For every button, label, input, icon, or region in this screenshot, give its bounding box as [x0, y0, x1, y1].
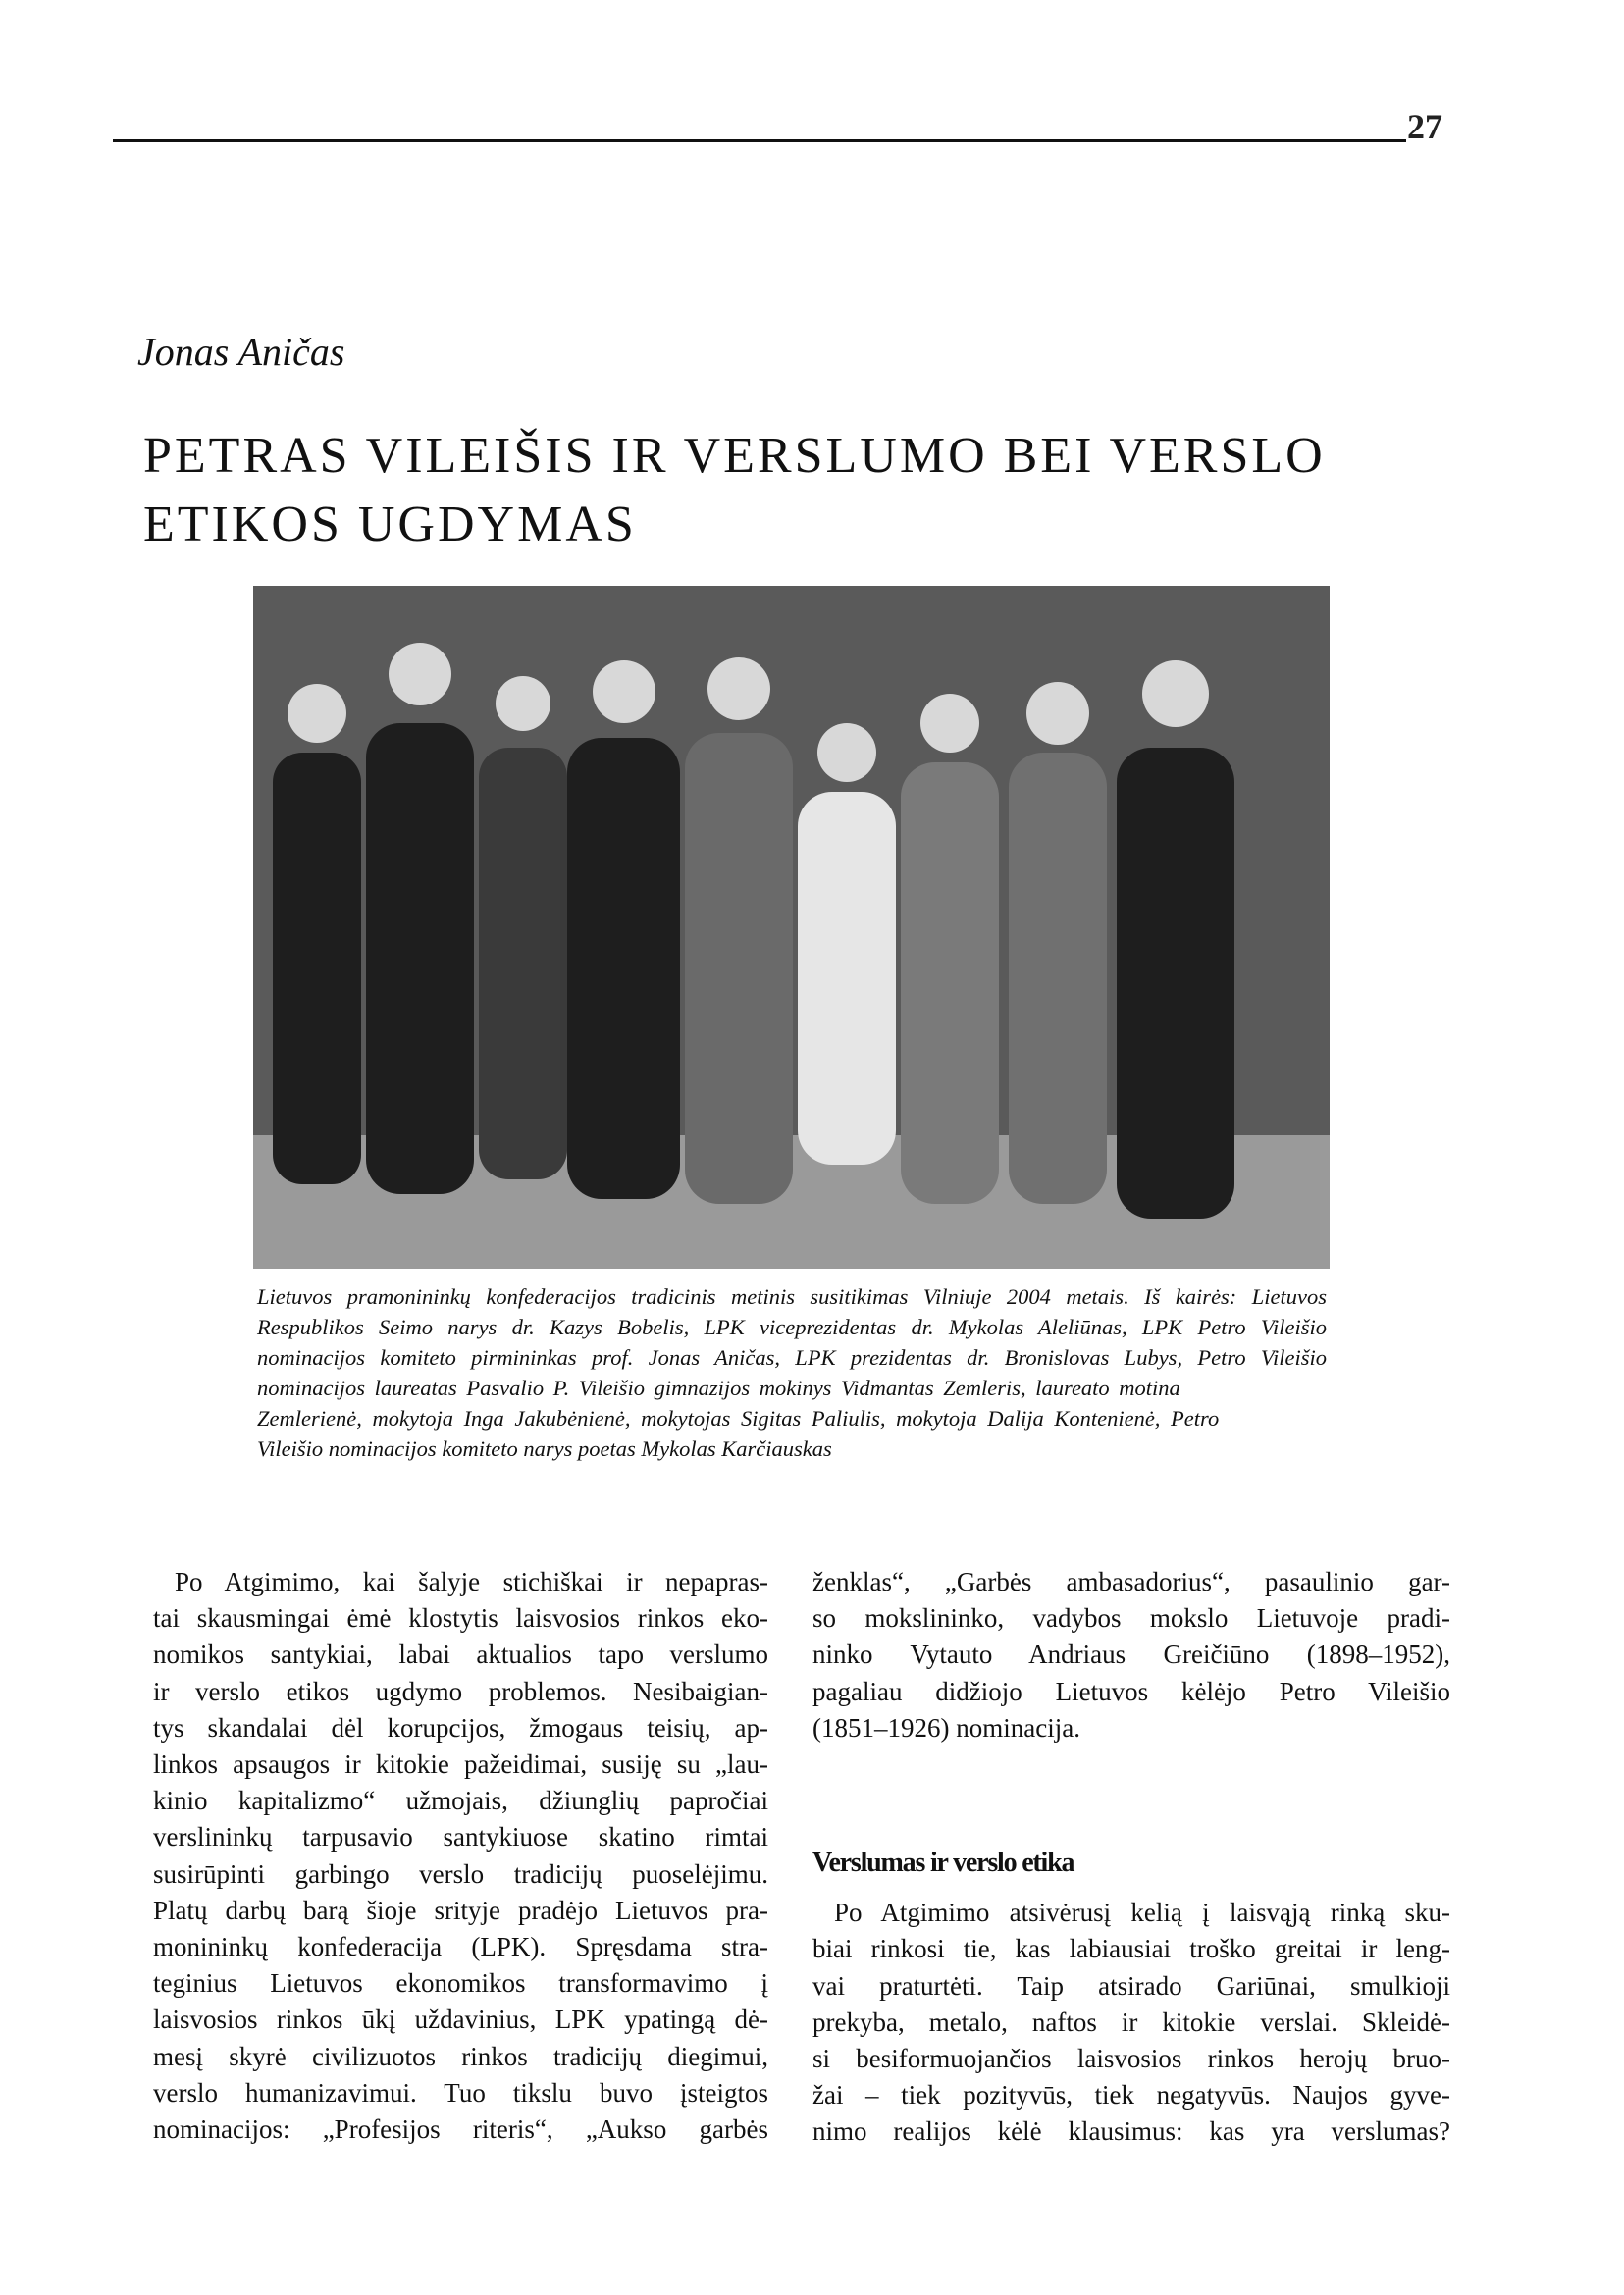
body-line: tys skandalai dėl korupcijos, žmogaus teisių, ap- [153, 1712, 768, 1743]
body-line: žai – tiek pozityvūs, tiek negatyvūs. Naujos gyve- [812, 2080, 1450, 2111]
body-line: teginius Lietuvos ekonomikos transformavimo į [153, 1968, 768, 1999]
body-line: kinio kapitalizmo“ užmojais, džiunglių papročiai [153, 1786, 768, 1816]
caption-line: nominacijos komiteto pirmininkas prof. Jonas Aničas, LPK prezidentas dr. Bronislovas Lubys, Petro Vileišio [257, 1345, 1327, 1370]
body-line: mesį skyrė civilizuotos rinkos tradicijų diegimui, [153, 2041, 768, 2071]
body-line: Po Atgimimo atsivėrusį kelią į laisvąją rinką sku- [834, 1898, 1450, 1928]
title-line: PETRAS VILEIŠIS IR VERSLUMO BEI VERSLO [143, 428, 1326, 484]
author-name: Jonas Aničas [137, 330, 345, 374]
body-line: susirūpinti garbingo verslo tradicijų puoselėjimu. [153, 1858, 768, 1889]
body-line: verslo humanizavimui. Tuo tikslu buvo įsteigtos [153, 2077, 768, 2108]
body-line: pagaliau didžiojo Lietuvos kėlėjo Petro Vileišio [812, 1676, 1450, 1706]
photo-caption [257, 1281, 1327, 1464]
right-column [812, 1564, 1450, 2151]
body-line: monininkų konfederacija (LPK). Spręsdama stra- [153, 1932, 768, 1962]
body-line: ir verslo etikos ugdymo problemos. Nesibaigian- [153, 1676, 768, 1706]
page-number: 27 [1407, 107, 1442, 146]
body-line: nominacijos: „Profesijos riteris“, „Aukso garbės [153, 2114, 768, 2145]
body-line: biai rinkosi tie, kas labiausiai troško greitai ir leng- [812, 1934, 1450, 1964]
title-line: ETIKOS UGDYMAS [143, 496, 637, 552]
left-column [153, 1564, 768, 2148]
caption-line: Vileišio nominacijos komiteto narys poetas Mykolas Karčiauskas [257, 1436, 832, 1461]
photo-illustration [253, 586, 1330, 1269]
group-photo [253, 586, 1330, 1269]
body-line: si besiformuojančios laisvosios rinkos herojų bruo- [812, 2044, 1450, 2074]
body-line: vai praturtėti. Taip atsirado Gariūnai, smulkioji [812, 1970, 1450, 2001]
body-line: tai skausmingai ėmė klostytis laisvosios rinkos eko- [153, 1603, 768, 1634]
body-line: Platų darbų barą šioje srityje pradėjo Lietuvos pra- [153, 1895, 768, 1925]
caption-line: Respublikos Seimo narys dr. Kazys Bobelis, LPK viceprezidentas dr. Mykolas Aleliūnas, LPK Petro Vileišio [257, 1315, 1327, 1339]
body-line: prekyba, metalo, naftos ir kitokie verslai. Skleidė- [812, 2007, 1450, 2037]
body-line: laisvosios rinkos ūkį uždavinius, LPK ypatingą dė- [153, 2005, 768, 2035]
body-line: ninko Vytauto Andriaus Greičiūno (1898–1952), [812, 1640, 1450, 1670]
section-heading: Verslumas ir verslo etika [812, 1848, 1074, 1879]
body-line: so mokslininko, vadybos mokslo Lietuvoje pradi- [812, 1603, 1450, 1634]
caption-line: nominacijos laureatas Pasvalio P. Vileišio gimnazijos mokinys Vidmantas Zemleris, laureato motina [257, 1376, 1180, 1400]
caption-line: Lietuvos pramonininkų konfederacijos tradicinis metinis susitikimas Vilniuje 2004 metais. Iš kairės: Lietuvos [257, 1284, 1327, 1309]
body-line: linkos apsaugos ir kitokie pažeidimai, susiję su „lau- [153, 1749, 768, 1780]
body-line: nimo realijos kėlė klausimus: kas yra verslumas? [812, 2116, 1450, 2147]
body-line: (1851–1926) nominacija. [812, 1712, 1080, 1743]
article-title [143, 422, 1326, 559]
body-line: Po Atgimimo, kai šalyje stichiškai ir nepapras- [175, 1567, 768, 1596]
body-line: nomikos santykiai, labai aktualios tapo verslumo [153, 1640, 768, 1670]
body-line: ženklas“, „Garbės ambasadorius“, pasaulinio gar- [812, 1567, 1450, 1596]
body-line: verslininkų tarpusavio santykiuose skatino rimtai [153, 1822, 768, 1852]
caption-line: Zemlerienė, mokytoja Inga Jakubėnienė, mokytojas Sigitas Paliulis, mokytoja Dalija Kontenienė, Petro [257, 1406, 1220, 1431]
header-rule [113, 139, 1406, 142]
